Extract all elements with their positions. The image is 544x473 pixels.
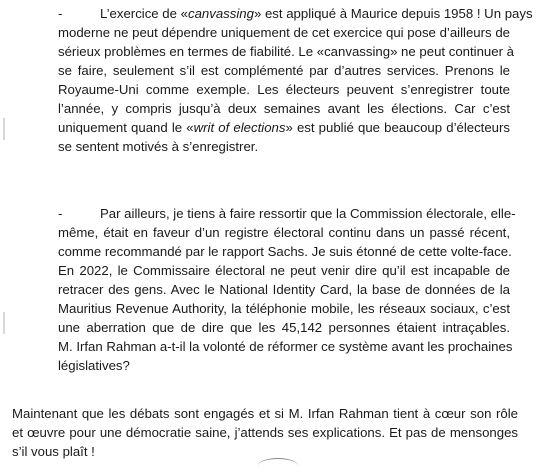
text-line: En 2022, le Commissaire électoral ne peut venir dire qu’il est incapable de	[58, 263, 510, 278]
text-line: uniquement quand le «writ of elections» est publié que beaucoup d’électeurs	[58, 120, 511, 135]
text-line-content: Par ailleurs, je tiens à faire ressortir que la Commission électorale, elle-	[100, 206, 516, 221]
text-line: retracer des gens. Avec le National Identity Card, la base de données de la	[58, 282, 510, 297]
text-line: une aberration que de dire que les 45,142 personnes étaient intraçables.	[58, 320, 510, 335]
bullet-dash: -	[58, 206, 63, 221]
scan-edge-mark	[3, 312, 5, 334]
paragraph-canvassing	[58, 4, 533, 156]
text-line: Mauritius Revenue Authority, la téléphonie mobile, les réseaux sociaux, c’est	[58, 301, 510, 316]
text-line: M. Irfan Rahman a-t-il la volonté de réformer ce système avant les prochaines	[58, 339, 513, 354]
text-line: s’il vous plaît !	[12, 444, 95, 459]
cropped-stamp-edge	[258, 458, 298, 473]
paragraph-commission	[58, 204, 516, 375]
text-line: moderne ne peut dépendre uniquement de cet exercice qui pose d’ailleurs de	[58, 25, 510, 40]
text-line: Royaume-Uni comme exemple. Les électeurs peuvent s’enregistrer toute	[58, 82, 510, 97]
text-line: l’année, y compris jusqu’à deux semaines avant les élections. Car c’est	[58, 101, 510, 116]
text-line	[58, 204, 516, 223]
bullet-dash: -	[58, 6, 63, 21]
text-line	[58, 4, 533, 23]
text-line: et œuvre pour une démocratie saine, j’attends ses explications. Et pas de mensonges	[12, 425, 518, 440]
text-line: se faire, seulement s’il est complémenté par d’autres services. Prenons le	[58, 63, 510, 78]
text-line: législatives?	[58, 358, 130, 373]
text-line: se sentent motivés à s’enregistrer.	[58, 139, 259, 154]
text-line: Maintenant que les débats sont engagés et si M. Irfan Rahman tient à cœur son rôle	[12, 406, 518, 421]
paragraph-conclusion	[12, 404, 518, 461]
text-line: comme recommandé par le rapport Sachs. Je suis étonné de cette volte-face.	[58, 244, 512, 259]
text-line: sérieux problèmes en termes de fiabilité. Le «canvassing» ne peut continuer à	[58, 44, 514, 59]
text-line-content: L’exercice de «canvassing» est appliqué à Maurice depuis 1958 ! Un pays	[100, 6, 533, 21]
scan-edge-mark	[3, 118, 5, 140]
text-line: même, était en faveur d’un registre électoral continu dans un passé récent,	[58, 225, 510, 240]
